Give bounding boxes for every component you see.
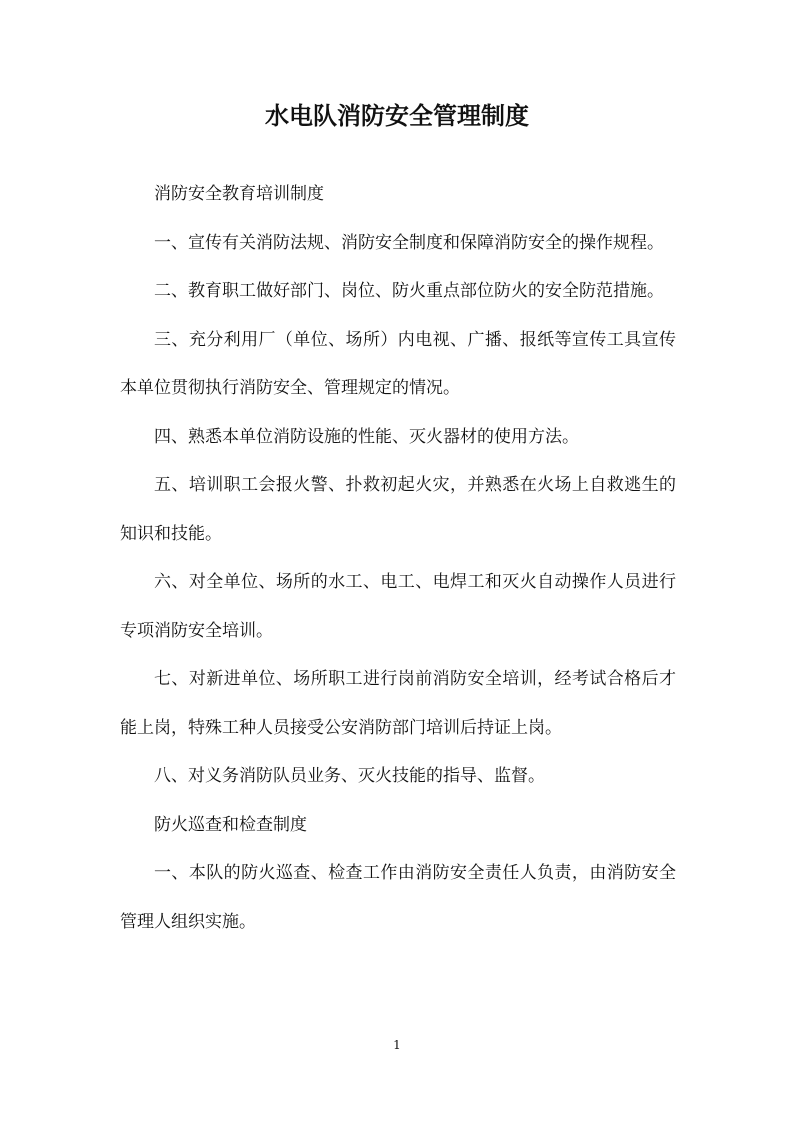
paragraph-item-1: 一、宣传有关消防法规、消防安全制度和保障消防安全的操作规程。 xyxy=(154,232,664,253)
paragraph-item-4: 四、熟悉本单位消防设施的性能、灭火器材的使用方法。 xyxy=(154,426,579,447)
section-heading-education-training: 消防安全教育培训制度 xyxy=(154,184,324,204)
paragraph-item-7: 七、对新进单位、场所职工进行岗前消防安全培训，经考试合格后才能上岗，特殊工种人员接受公安消防部门培训后持证上岗。 xyxy=(120,669,676,738)
paragraph-item-3: 三、充分利用厂（单位、场所）内电视、广播、报纸等宣传工具宣传本单位贯彻执行消防安全、管理规定的情况。 xyxy=(120,329,676,398)
paragraph-inspection-item-1: 一、本队的防火巡查、检查工作由消防安全责任人负责，由消防安全管理人组织实施。 xyxy=(120,863,676,932)
paragraph-item-8: 八、对义务消防队员业务、灭火技能的指导、监督。 xyxy=(154,766,545,786)
paragraph-item-6: 六、对全单位、场所的水工、电工、电焊工和灭火自动操作人员进行专项消防安全培训。 xyxy=(120,572,676,641)
page-number: 1 xyxy=(393,1038,401,1052)
paragraph-item-2: 二、教育职工做好部门、岗位、防火重点部位防火的安全防范措施。 xyxy=(154,281,664,301)
section-heading-fire-inspection: 防火巡查和检查制度 xyxy=(154,814,307,835)
paragraph-item-5: 五、培训职工会报火警、扑救初起火灾，并熟悉在火场上自救逃生的知识和技能。 xyxy=(120,475,676,544)
document-body xyxy=(120,170,676,946)
document-title: 水电队消防安全管理制度 xyxy=(265,101,529,130)
